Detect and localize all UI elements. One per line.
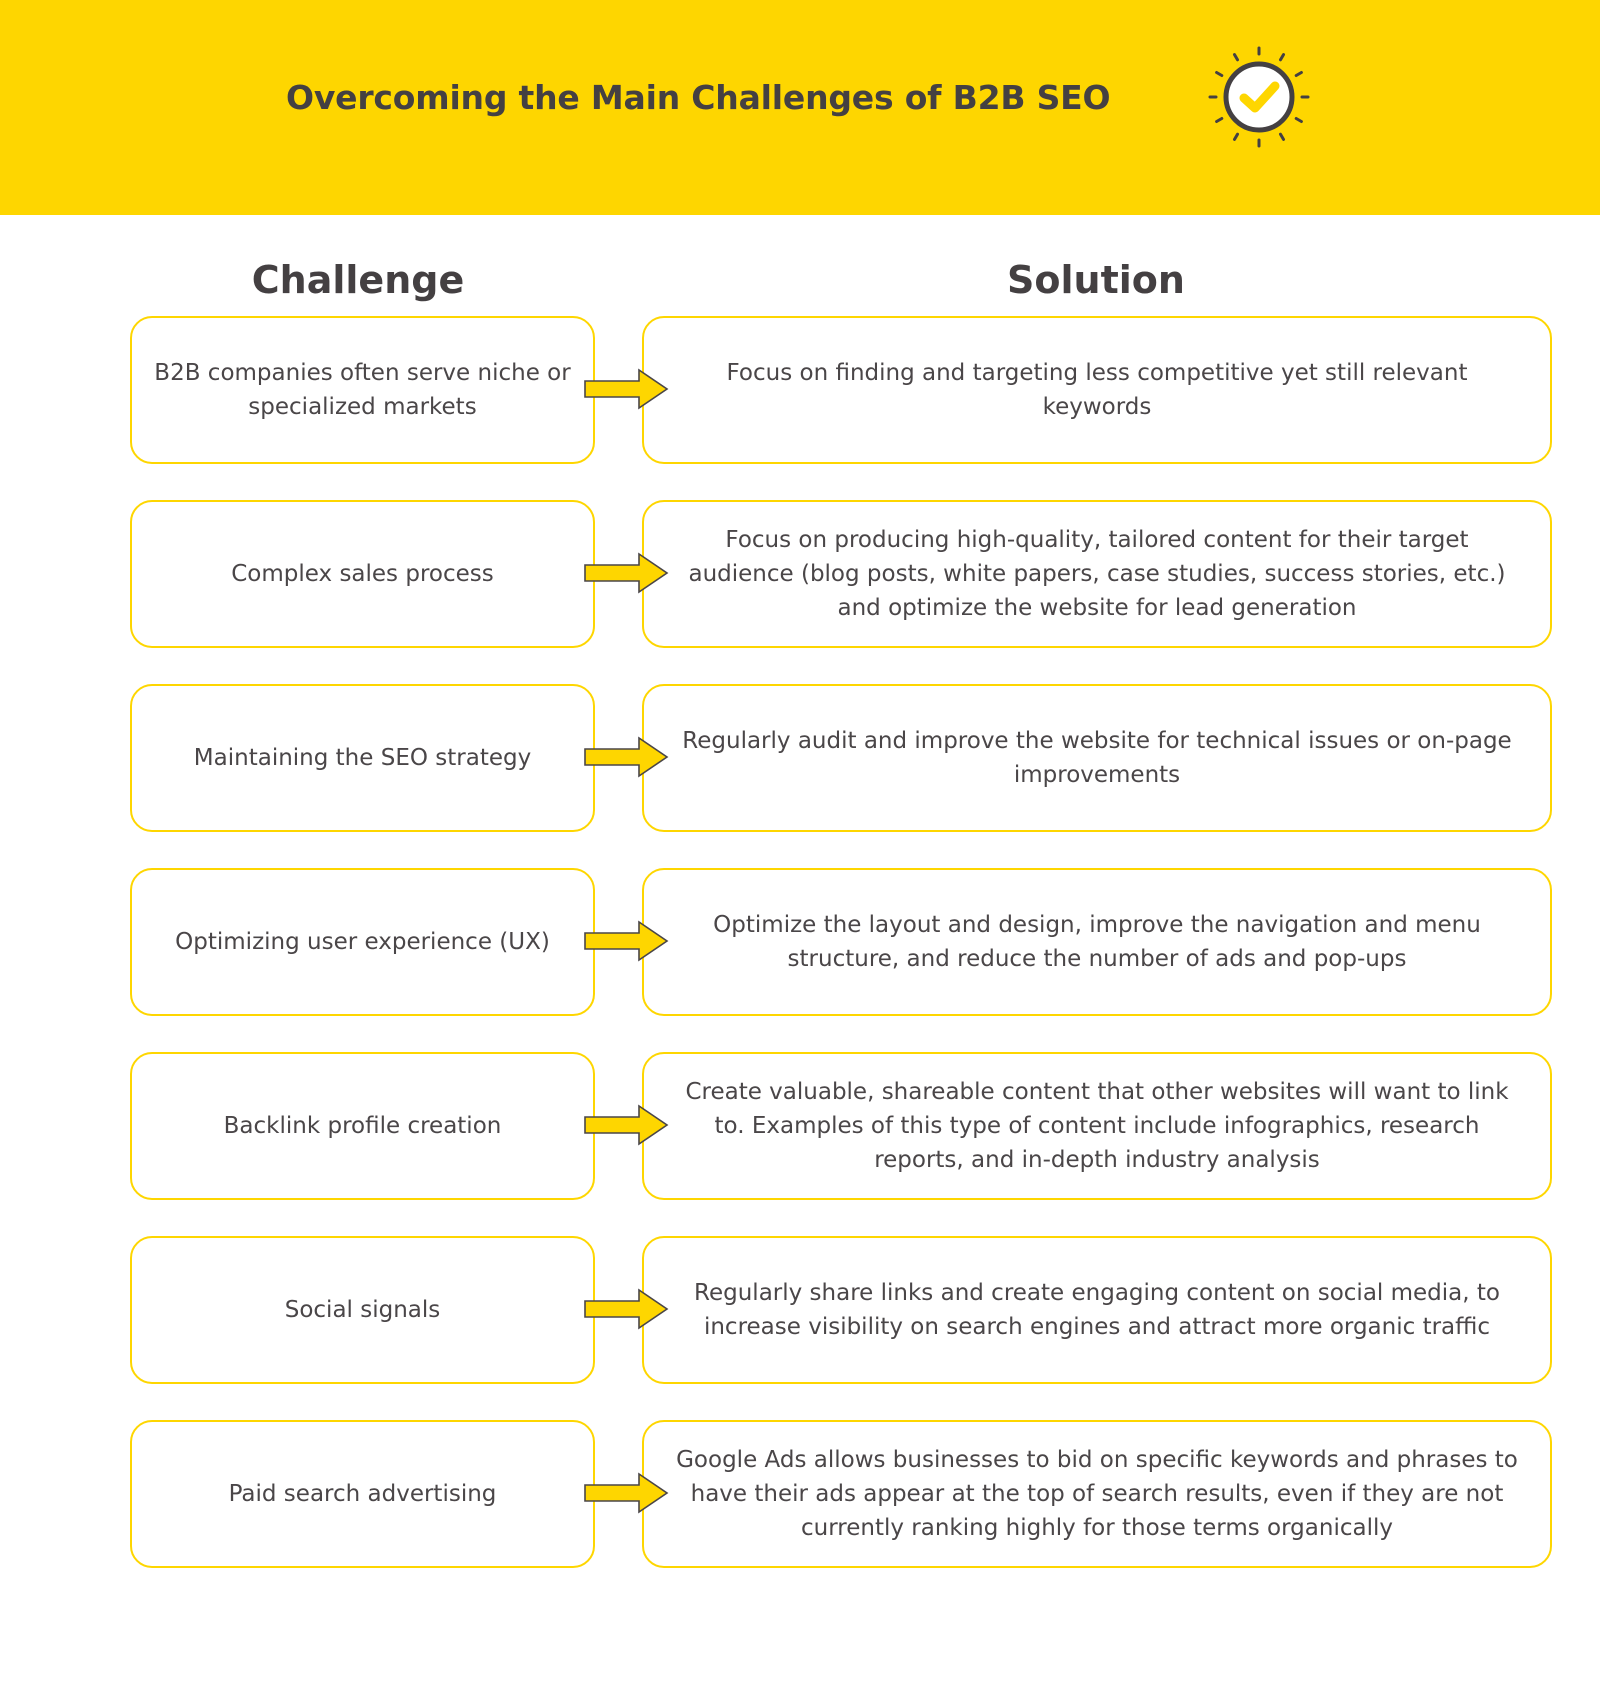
right-arrow-icon [583, 1288, 669, 1330]
solution-box [642, 684, 1552, 832]
solution-text: Regularly share links and create engaging content on social media, to increase visibility on search engines and attract more organic traffic [694, 1280, 1500, 1340]
challenge-box [130, 1236, 595, 1384]
header-banner [0, 0, 1600, 215]
check-badge-icon [1204, 42, 1314, 152]
challenge-box [130, 500, 595, 648]
right-arrow-icon [583, 1472, 669, 1514]
challenge-text: Complex sales process [231, 561, 494, 587]
solution-text: Optimize the layout and design, improve the navigation and menu structure, and reduce the number of ads and pop-ups [713, 912, 1481, 972]
table-row [0, 1236, 1600, 1384]
table-row [0, 500, 1600, 648]
challenge-text: B2B companies often serve niche or specialized markets [154, 360, 571, 420]
table-row [0, 684, 1600, 832]
challenge-text: Optimizing user experience (UX) [175, 929, 550, 955]
table-row [0, 316, 1600, 464]
solution-box [642, 1420, 1552, 1568]
solution-box [642, 868, 1552, 1016]
solution-box [642, 1052, 1552, 1200]
column-header-challenge: Challenge [251, 258, 465, 302]
challenge-box [130, 684, 595, 832]
solution-box [642, 1236, 1552, 1384]
table-row [0, 1420, 1600, 1568]
solution-text: Create valuable, shareable content that other websites will want to link to. Examples of this type of content include infographics, research reports, and in-depth industry analysis [685, 1079, 1509, 1173]
right-arrow-icon [583, 1104, 669, 1146]
solution-text: Google Ads allows businesses to bid on specific keywords and phrases to have their ads appear at the top of search results, even if they are not currently ranking highly for those terms organically [676, 1447, 1518, 1541]
challenge-box [130, 316, 595, 464]
challenge-text: Backlink profile creation [223, 1113, 502, 1139]
table-row [0, 1052, 1600, 1200]
table-row [0, 868, 1600, 1016]
challenge-box [130, 1420, 595, 1568]
solution-box [642, 316, 1552, 464]
right-arrow-icon [583, 736, 669, 778]
challenge-text: Paid search advertising [228, 1481, 497, 1507]
right-arrow-icon [583, 552, 669, 594]
column-header-solution: Solution [1007, 258, 1185, 302]
solution-text: Regularly audit and improve the website for technical issues or on-page improvements [682, 728, 1512, 788]
challenge-text: Maintaining the SEO strategy [193, 745, 532, 771]
page-title: Overcoming the Main Challenges of B2B SEO [286, 78, 1111, 117]
right-arrow-icon [583, 368, 669, 410]
solution-text: Focus on producing high-quality, tailored content for their target audience (blog posts, white papers, case studies, success stories, etc.) and optimize the website for lead generation [688, 527, 1506, 621]
challenge-box [130, 868, 595, 1016]
challenge-text: Social signals [284, 1297, 441, 1323]
solution-box [642, 500, 1552, 648]
solution-text: Focus on finding and targeting less competitive yet still relevant keywords [726, 360, 1468, 420]
challenge-box [130, 1052, 595, 1200]
right-arrow-icon [583, 920, 669, 962]
